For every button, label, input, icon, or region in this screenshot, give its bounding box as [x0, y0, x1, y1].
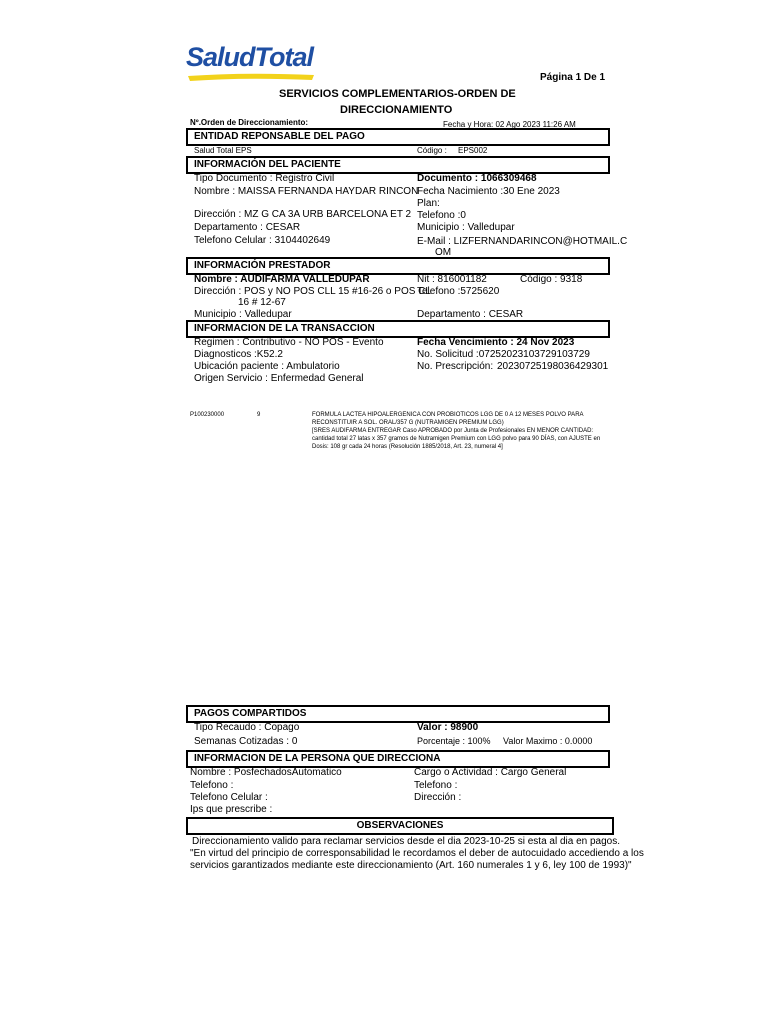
item-codigo: P100230000 — [190, 412, 225, 418]
prestador-departamento: Departamento : CESAR — [417, 309, 524, 320]
persona-telefono: Telefono : — [190, 780, 234, 791]
transaccion-ubicacion: Ubicación paciente : Ambulatorio — [194, 361, 340, 372]
pagos-valor-max: Valor Maximo : 0.0000 — [503, 736, 593, 746]
paciente-fecha-nac: Fecha Nacimiento :30 Ene 2023 — [417, 186, 560, 197]
section-prestador — [186, 257, 610, 275]
section-observaciones-title: OBSERVACIONES — [356, 820, 444, 831]
prestador-nombre: Nombre : AUDIFARMA VALLEDUPAR — [194, 274, 370, 285]
paciente-municipio: Municipio : Valledupar — [417, 222, 515, 233]
section-prestador-title: INFORMACIÓN PRESTADOR — [194, 260, 331, 271]
section-paciente — [186, 156, 610, 174]
doc-title-line2: DIRECCIONAMIENTO — [340, 104, 453, 116]
transaccion-origen: Origen Servicio : Enfermedad General — [194, 373, 364, 384]
transaccion-vencimiento: Fecha Vencimiento : 24 Nov 2023 — [417, 337, 575, 348]
section-entidad-title: ENTIDAD REPONSABLE DEL PAGO — [194, 131, 365, 142]
item-cantidad: 9 — [257, 412, 261, 418]
item-nota: [SRES AUDIFARMA ENTREGAR Caso APROBADO por Junta de Profesionales EN MENOR CANTIDAD: cantidad total 27 latas x 357 gramos de Nutramigen Premium con LGG polvo para 90 DÍAS, con AJUSTE en Dosis: 108 gr cada 24 horas (Resolución 1885/2018, Art. 23, numeral 4] — [312, 428, 601, 450]
section-transaccion — [186, 320, 610, 338]
transaccion-prescripcion-label: No. Prescripción: — [417, 361, 494, 372]
paciente-direccion: Dirección : MZ G CA 3A URB BARCELONA ET 2 — [194, 209, 412, 220]
persona-celular: Telefono Celular : — [190, 792, 268, 803]
pagos-tipo-recaudo: Tipo Recaudo : Copago — [194, 722, 300, 733]
doc-title-line1: SERVICIOS COMPLEMENTARIOS-ORDEN DE — [279, 88, 516, 100]
prestador-codigo: Código : 9318 — [520, 274, 583, 285]
persona-nombre: Nombre : PosfechadosAutomatico — [190, 767, 342, 778]
observaciones-line3: servicios garantizados mediante este direccionamiento (Art. 160 numerales 1 y 6, ley 100 de 1993)" — [190, 860, 632, 871]
page-label: Página 1 De 1 — [540, 72, 606, 83]
prestador-telefono: Telefono :5725620 — [417, 286, 500, 297]
paciente-documento: Documento : 1066309468 — [417, 173, 537, 184]
persona-telefono2: Telefono : — [414, 780, 458, 791]
logo-underline-icon — [186, 72, 316, 84]
prestador-direccion: Dirección : POS y NO POS CLL 15 #16-26 o POS CL — [194, 286, 431, 297]
prestador-municipio: Municipio : Valledupar — [194, 309, 292, 320]
transaccion-regimen: Regimen : Contributivo - NO POS - Evento — [194, 337, 384, 348]
section-persona — [186, 750, 610, 768]
pagos-semanas: Semanas Cotizadas : 0 — [194, 736, 298, 747]
paciente-email: E-Mail : LIZFERNANDARINCON@HOTMAIL.C — [417, 236, 628, 247]
section-pagos-title: PAGOS COMPARTIDOS — [194, 708, 307, 719]
entidad-nombre: Salud Total EPS — [194, 146, 252, 155]
transaccion-diagnosticos: Diagnosticos :K52.2 — [194, 349, 283, 360]
persona-ips: Ips que prescribe : — [190, 804, 273, 815]
prestador-direccion-cont: 16 # 12-67 — [238, 297, 286, 308]
pagos-porcentaje: Porcentaje : 100% — [417, 736, 491, 746]
paciente-nombre: Nombre : MAISSA FERNANDA HAYDAR RINCON — [194, 186, 419, 197]
fecha-hora: Fecha y Hora: 02 Ago 2023 11:26 AM — [443, 120, 576, 129]
prestador-nit: Nit : 816001182 — [417, 274, 487, 285]
entidad-codigo: EPS002 — [458, 146, 488, 155]
section-observaciones — [186, 817, 614, 835]
paciente-email-cont: OM — [435, 247, 452, 258]
observaciones-line2: "En virtud del principio de corresponsabilidad le recordamos el deber de autocuidado accediendo a los — [190, 848, 644, 859]
section-transaccion-title: INFORMACION DE LA TRANSACCION — [194, 323, 375, 334]
logo-text: SaludTotal — [186, 42, 314, 72]
section-paciente-title: INFORMACIÓN DEL PACIENTE — [194, 159, 341, 170]
paciente-plan: Plan: — [417, 198, 440, 209]
paciente-departamento: Departamento : CESAR — [194, 222, 301, 233]
item-descripcion: FORMULA LACTEA HIPOALERGENICA CON PROBIOTICOS LGG DE 0 A 12 MESES POLVO PARA RECONSTITUIR A SOL. ORAL/357 G (NUTRAMIGEN PREMIUM LGG) — [312, 412, 584, 426]
transaccion-prescripcion: 20230725198036429301 — [497, 361, 609, 372]
paciente-celular: Telefono Celular : 3104402649 — [194, 235, 331, 246]
section-entidad — [186, 128, 610, 146]
paciente-telefono: Telefono :0 — [417, 210, 466, 221]
persona-cargo: Cargo o Actividad : Cargo General — [414, 767, 567, 778]
orden-label: Nº.Orden de Direccionamiento: — [190, 118, 309, 127]
salud-total-logo — [186, 42, 316, 84]
pagos-valor: Valor : 98900 — [417, 722, 479, 733]
paciente-tipo-doc: Tipo Documento : Registro Civil — [194, 173, 335, 184]
section-pagos — [186, 705, 610, 723]
persona-direccion: Dirección : — [414, 792, 462, 803]
section-persona-title: INFORMACION DE LA PERSONA QUE DIRECCIONA — [194, 753, 441, 764]
entidad-codigo-label: Código : — [417, 146, 447, 155]
observaciones-line1: Direccionamiento valido para reclamar servicios desde el dia 2023-10-25 si esta al dia en pagos. — [192, 836, 621, 847]
transaccion-solicitud: No. Solicitud :07252023103729103729 — [417, 349, 590, 360]
